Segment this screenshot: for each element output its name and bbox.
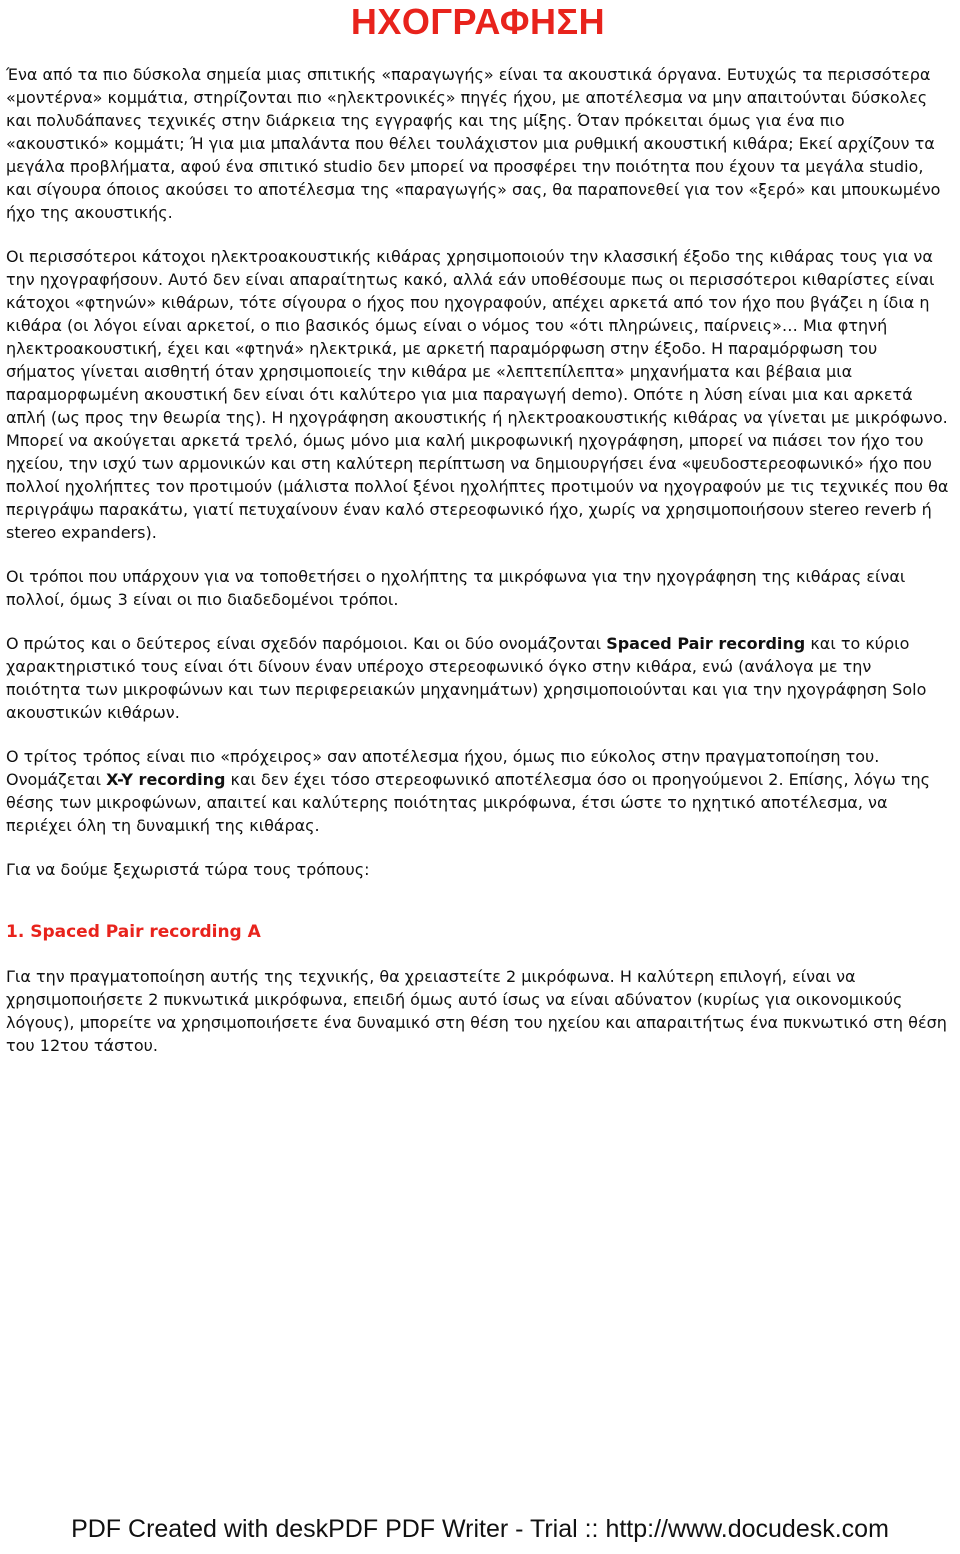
text-span: και δεν έχει τόσο στερεοφωνικό αποτέλεσμα όσο οι προηγούμενοι 2. Επίσης, λόγω της θέσης των μικροφώνων, απαιτεί και καλύτερης ποιότητας μικρόφωνα, έτσι ώστε το ηχητικό αποτέλεσμα, να περιέχει όλη τη δυναμική της κιθάρας. bbox=[6, 770, 931, 835]
paragraph-methods: Οι τρόποι που υπάρχουν για να τοποθετήσει ο ηχολήπτης τα μικρόφωνα για την ηχογράφηση της κιθάρας είναι πολλοί, όμως 3 είναι οι πιο διαδεδομένοι τρόποι. bbox=[6, 567, 906, 609]
text-span: Ο τρίτος τρόπος είναι πιο «πρόχειρος» σαν αποτέλεσμα ήχου, όμως πιο εύκολος στην πραγματοποίηση του. Ονομάζεται bbox=[6, 747, 880, 789]
paragraph-xy bbox=[6, 745, 950, 837]
text-span: Ο πρώτος και ο δεύτερος είναι σχεδόν παρόμοιοι. Και οι δύο ονομάζονται bbox=[6, 634, 607, 653]
paragraph-spaced-pair bbox=[6, 632, 950, 724]
paragraph-lets-see: Για να δούμε ξεχωριστά τώρα τους τρόπους: bbox=[6, 860, 370, 879]
document-page bbox=[6, 0, 950, 1078]
paragraph-electroacoustic: Οι περισσότεροι κάτοχοι ηλεκτροακουστικής κιθάρας χρησιμοποιούν την κλασσική έξοδο της κιθάρας τους για να την ηχογραφήσουν. Αυτό δεν είναι απαραίτητως κακό, αλλά εάν υποθέσουμε πως οι περισσότεροι κιθαρίστες είναι κάτοχοι «φτηνών» κιθάρων, τότε σίγουρα ο ήχος που ηχογραφούν, απέχει αρκετά από τον ήχο που βγάζει η ίδια η κιθάρα (οι λόγοι είναι αρκετοί, ο πιο βασικός όμως είναι ο νόμος του «ότι πληρώνεις, παίρνεις»… Μια φτηνή ηλεκτροακουστική, έχει και «φτηνά» ηλεκτρικά, με αρκετή παραμόρφωση στην έξοδο. Η παραμόρφωση του σήματος γίνεται αισθητή όταν χρησιμοποιείς την κιθάρα με «λεπτεπίλεπτα» μηχανήματα και βέβαια μια παραμορφωμένη ακουστική δεν είναι ότι καλύτερο για μια παραγωγή demo). Οπότε η λύση είναι μια και αρκετά απλή (ως προς την θεωρία της). Η ηχογράφηση ακουστικής ή ηλεκτροακουστικής κιθάρας να γίνεται με μικρόφωνο. Μπορεί να ακούγεται αρκετά τρελό, όμως μόνο μια καλή μικροφωνική ηχογράφηση, μπορεί να πιάσει τον ήχο του ηχείου, την ισχύ των αρμονικών και στη καλύτερη περίπτωση να δημιουργήσει ένα «ψευδοστερεοφωνικό» ήχο που πολλοί ηχολήπτες τον προτιμούν (μάλιστα πολλοί ξένοι ηχολήπτες προτιμούν να ηχογραφούν με τις τεχνικές που θα περιγράψω παρακάτω, γιατί πετυχαίνουν έναν καλό στερεοφωνικό ήχο, χωρίς να χρησιμοποιήσουν stereo reverb ή stereo expanders). bbox=[6, 247, 949, 542]
paragraph-technique: Για την πραγματοποίηση αυτής της τεχνικής, θα χρειαστείτε 2 μικρόφωνα. Η καλύτερη επιλογή, είναι να χρησιμοποιήσετε 2 πυκνωτικά μικρόφωνα, επειδή όμως αυτό ίσως να είναι αδύνατον (κυρίως για οικονομικούς λόγους), μπορείτε να χρησιμοποιήσετε ένα δυναμικό στη θέση του ηχείου και απαραιτήτως ένα πυκνωτικό στη θέση του 12του τάστου. bbox=[6, 967, 947, 1055]
bold-term-spaced-pair: Spaced Pair recording bbox=[606, 634, 806, 653]
section-heading: 1. Spaced Pair recording A bbox=[6, 922, 261, 942]
paragraph-intro: Ένα από τα πιο δύσκολα σημεία μιας σπιτικής «παραγωγής» είναι τα ακουστικά όργανα. Ευτυχώς τα περισσότερα «μοντέρνα» κομμάτια, στηρίζονται πιο «ηλεκτρονικές» πηγές ήχου, με αποτέλεσμα να μην απαιτούνται δύσκολες και πολυδάπανες τεχνικές στην διάρκεια της εγγραφής και της μίξης. Όταν πρόκειται όμως για ένα πιο «ακουστικό» κομμάτι; Ή για μια μπαλάντα που θέλει τουλάχιστον μια ρυθμική ακουστική κιθάρα; Εκεί αρχίζουν τα μεγάλα προβλήματα, αφού ένα σπιτικό studio δεν μπορεί να προσφέρει την ποιότητα που έχουν τα μεγάλα studio, και σίγουρα όποιος ακούσει το αποτέλεσμα της «παραγωγής» σας, θα παραπονεθεί για τον «ξερό» και μπουκωμένο ήχο της ακουστικής. bbox=[6, 65, 941, 222]
page-title: ΗΧΟΓΡΑΦΗΣΗ bbox=[350, 1, 606, 42]
text-span: και το κύριο χαρακτηριστικό τους είναι ότι δίνουν έναν υπέροχο στερεοφωνικό όγκο στην κιθάρα, ενώ (ανάλογα με την ποιότητα των μικροφώνων και των περιφερειακών μηχανημάτων) χρησιμοποιούνται και για την ηχογράφηση Solo ακουστικών κιθάρων. bbox=[6, 634, 927, 722]
bold-term-xy: X-Y recording bbox=[106, 770, 226, 789]
pdf-footer-watermark: PDF Created with deskPDF PDF Writer - Trial :: http://www.docudesk.com bbox=[71, 1515, 889, 1543]
